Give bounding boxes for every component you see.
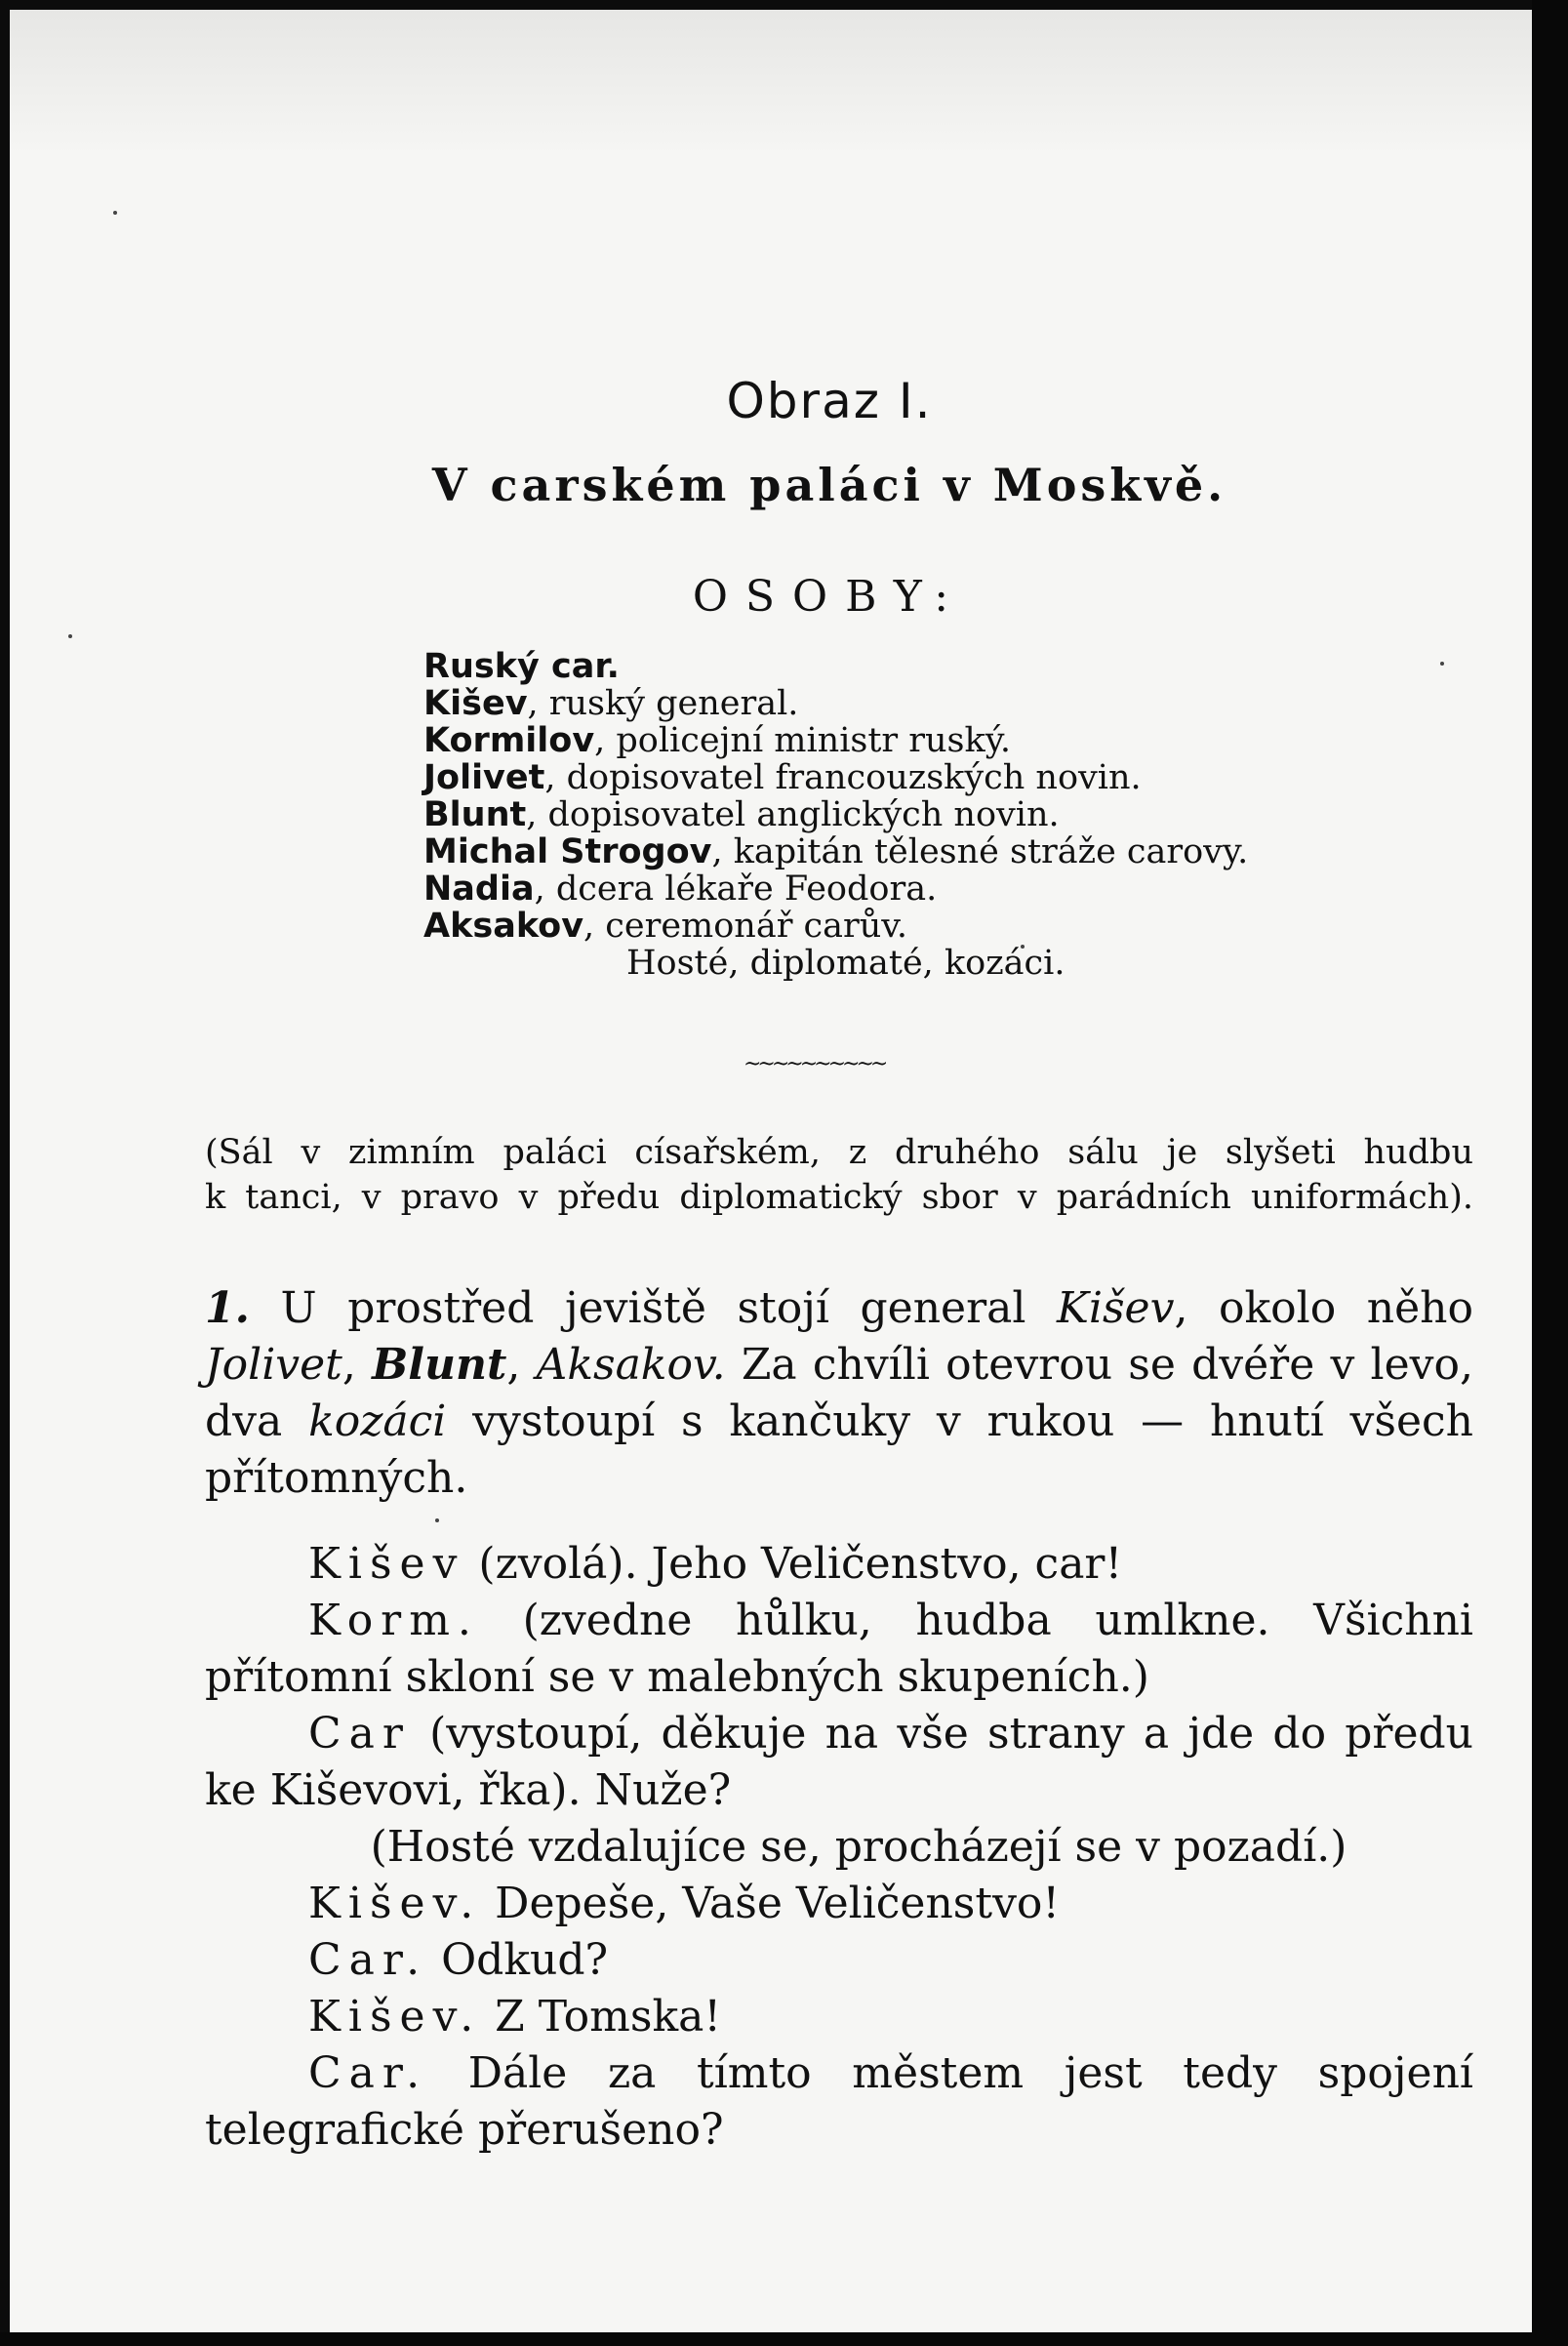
cast-item (423, 722, 1248, 759)
cast-name: Michal Strogov (423, 832, 712, 871)
scan-edge-right (1532, 0, 1568, 2346)
line-text: (zvolá). Jeho Veličenstvo, car! (464, 1539, 1123, 1589)
scene-text: vystoupí s kančuky v rukou — hnutí všech přítomných. (205, 1396, 1473, 1503)
line-text: (zvedne hůlku, hudba umlkne. Všichni přítomní skloní se v malebných skupeních.) (205, 1596, 1473, 1702)
scene-text: , (342, 1340, 356, 1390)
line-text: Dále za tímto městem jest tedy spojení telegrafické přerušeno? (205, 2048, 1473, 2155)
cast-item (423, 870, 1248, 908)
character-name: Aksakov. (536, 1340, 726, 1390)
character-name: kozáci (308, 1396, 447, 1446)
character-name: Blunt (372, 1340, 507, 1390)
speaker: Kišev. (308, 1879, 482, 1928)
cast-item (423, 759, 1248, 796)
dialogue-line (205, 1593, 1473, 1706)
speaker: Car. (308, 2048, 428, 2098)
scene-paragraph (205, 1280, 1473, 1507)
line-text: (vystoupí, děkuje na vše strany a jde do předu ke Kiševovi, řka). Nuže? (205, 1709, 1473, 1815)
setting-heading: V carském paláci v Moskvě. (431, 459, 1227, 511)
scene-heading: Obraz I. (726, 373, 933, 429)
scene-text: U prostřed jeviště stojí general (280, 1283, 1026, 1333)
line-text: Odkud? (427, 1935, 609, 1985)
cast-desc: , policejní ministr ruský. (594, 721, 1011, 760)
cast-desc: , dopisovatel francouzských novin. (544, 758, 1142, 797)
dialogue (205, 1536, 1473, 2159)
cast-item (423, 685, 1248, 722)
cast-name: Kormilov (423, 721, 595, 760)
cast-name: Aksakov (423, 907, 584, 946)
cast-item (423, 833, 1248, 870)
stage-direction (205, 1130, 1473, 1220)
speaker: Korm. (308, 1596, 479, 1645)
character-name: Jolivet (205, 1340, 342, 1390)
ornament-divider: ~~~~~~~~~~ (744, 1052, 885, 1076)
cast-name: Kišev (423, 684, 528, 723)
dialogue-line (205, 1932, 1473, 1989)
line-text: Depeše, Vaše Veličenstvo! (481, 1879, 1061, 1928)
cast-desc: , ceremonář carův. (583, 907, 908, 946)
cast-name: Ruský car. (423, 647, 620, 686)
scene-number: 1. (205, 1283, 250, 1333)
stage-direction-line: k tanci, v pravo v předu diplomatický sbor v parádních uniformách). (205, 1178, 1473, 1217)
dialogue-line (205, 1876, 1473, 1932)
book-page (10, 10, 1532, 2332)
scene-text: Za chvíli otevrou se dvéře v levo, dva (205, 1340, 1473, 1446)
cast-desc: , dopisovatel anglických novin. (526, 795, 1060, 834)
cast-name: Nadia (423, 870, 535, 909)
cast-item (423, 648, 1248, 685)
line-text: Z Tomska! (481, 1992, 722, 2042)
cast-extras: Hosté, diplomaté, kozáci. (626, 944, 1065, 983)
dialogue-line (205, 1989, 1473, 2045)
character-name: Kišev (1057, 1283, 1175, 1333)
dialogue-line (205, 2045, 1473, 2159)
scan-edge-bottom (0, 2332, 1568, 2346)
stage-direction-line: (Sál v zimním paláci císařském, z druhého sálu je slyšeti hudbu (205, 1133, 1473, 1172)
cast-item (423, 908, 1248, 945)
speaker: Kišev (308, 1539, 465, 1589)
scan-smudge (10, 10, 1532, 156)
cast-desc: , ruský general. (527, 684, 799, 723)
cast-desc: , kapitán tělesné stráže carovy. (711, 832, 1249, 871)
cast-desc: , dcera lékaře Feodora. (534, 870, 938, 909)
dialogue-line (205, 1536, 1473, 1593)
dialogue-line (205, 1706, 1473, 1819)
speaker: Car. (308, 1935, 428, 1985)
speaker: Car (308, 1709, 411, 1759)
scene-text: , (506, 1340, 521, 1390)
line-text: (Hosté vzdalujíce se, procházejí se v pozadí.) (370, 1822, 1347, 1872)
cast-title: OSOBY: (692, 572, 967, 622)
scene-text: , okolo něho (1174, 1283, 1473, 1333)
speaker: Kišev. (308, 1992, 482, 2042)
cast-name: Blunt (423, 795, 527, 834)
cast-name: Jolivet (423, 758, 545, 797)
cast-list (423, 648, 1248, 982)
cast-item (423, 796, 1248, 833)
dialogue-line (205, 1819, 1473, 1876)
